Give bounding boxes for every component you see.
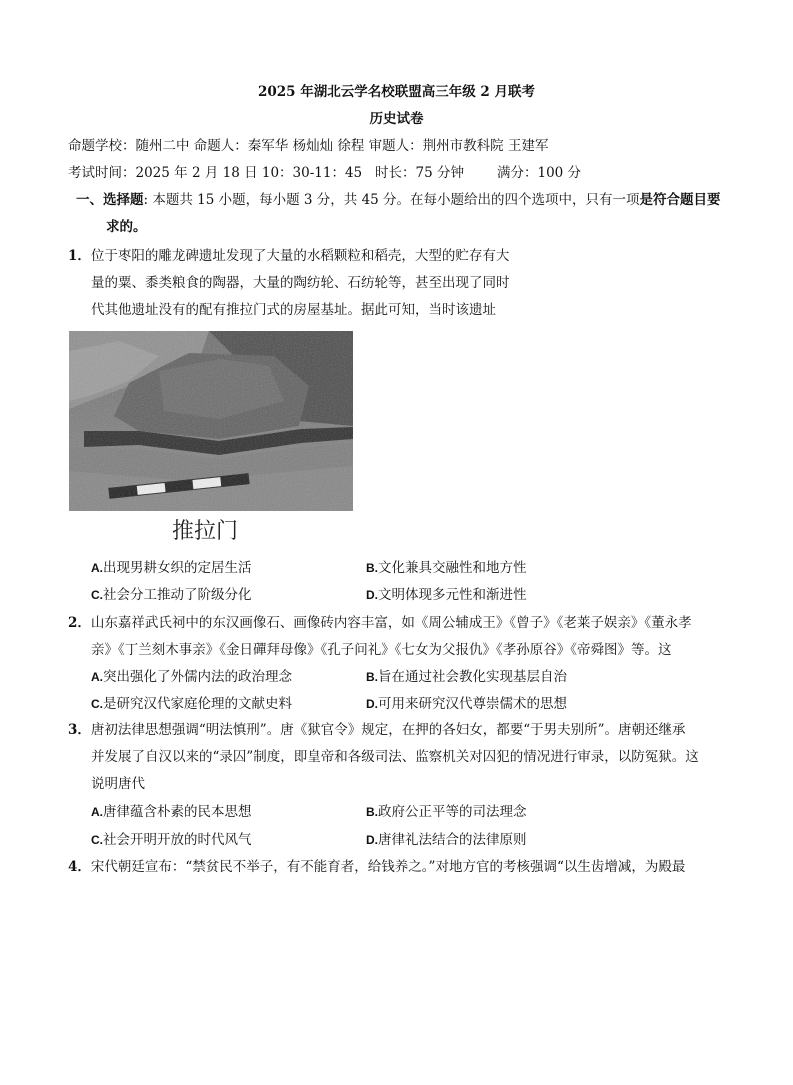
question-number: 1． bbox=[68, 248, 91, 264]
question-number: 2． bbox=[68, 615, 91, 631]
excavation-photo bbox=[69, 331, 353, 511]
question-text: 山东嘉祥武氏祠中的东汉画像石、画像砖内容丰富，如《周公辅成王》《曾子》《老莱子娱亲》《董永孝 bbox=[90, 615, 692, 631]
option-b[interactable]: B.政府公正平等的司法理念 bbox=[366, 804, 527, 820]
photo-caption: 推拉门 bbox=[172, 519, 239, 544]
option-b[interactable]: B.旨在通过社会教化实现基层自治 bbox=[366, 669, 567, 685]
exam-time: 考试时间：2025 年 2 月 18 日 10：30-11：45 bbox=[68, 165, 363, 181]
question-1-line3: 代其他遗址没有的配有推拉门式的房屋基址。据此可知，当时该遗址 bbox=[91, 302, 496, 318]
option-d[interactable]: D.唐律礼法结合的法律原则 bbox=[366, 832, 527, 848]
exam-authors: 命题学校：随州二中 命题人：秦军华 杨灿灿 徐程 审题人：荆州市教科院 王建军 bbox=[68, 138, 549, 154]
section-heading-line2: 求的。 bbox=[106, 219, 147, 235]
question-2-line1 bbox=[68, 611, 692, 631]
option-c[interactable]: C.社会开明开放的时代风气 bbox=[91, 832, 252, 848]
question-1-line1 bbox=[68, 244, 509, 264]
section-heading-bold: 一、选择题 bbox=[76, 192, 144, 208]
question-text: 唐初法律思想强调“明法慎刑”。唐《狱官令》规定，在押的各妇女，都要“于男夫别所”。唐朝还继承 bbox=[90, 722, 686, 738]
question-2-line2: 亲》《丁兰刻木事亲》《金日磾拜母像》《孔子问礼》《七女为父报仇》《孝孙原谷》《帝舜图》等。这 bbox=[91, 642, 672, 658]
exam-subject: 历史试卷 bbox=[369, 111, 424, 127]
section-heading-text: : 本题共 15 小题，每小题 3 分，共 45 分。在每小题给出的四个选项中，只有一项 bbox=[143, 192, 640, 208]
option-a[interactable]: A.出现男耕女织的定居生活 bbox=[91, 560, 252, 576]
exam-duration: 时长：75 分钟 bbox=[375, 165, 464, 181]
option-a[interactable]: A.突出强化了外儒内法的政治理念 bbox=[91, 669, 292, 685]
option-a[interactable]: A.唐律蕴含朴素的民本思想 bbox=[91, 804, 252, 820]
section-heading bbox=[76, 188, 721, 208]
option-c[interactable]: C.是研究汉代家庭伦理的文献史料 bbox=[91, 696, 292, 712]
question-text: 位于枣阳的雕龙碑遗址发现了大量的水稻颗粒和稻壳，大型的贮存有大 bbox=[90, 248, 510, 264]
option-d[interactable]: D.可用来研究汉代尊崇儒术的思想 bbox=[366, 696, 567, 712]
question-3-line1 bbox=[68, 718, 686, 738]
option-c[interactable]: C.社会分工推动了阶级分化 bbox=[91, 587, 252, 603]
question-3-line3: 说明唐代 bbox=[91, 776, 145, 792]
section-heading-bold2: 是符合题目要 bbox=[639, 192, 721, 208]
excavation-photo-image bbox=[69, 331, 353, 511]
option-d[interactable]: D.文明体现多元性和渐进性 bbox=[366, 587, 527, 603]
exam-title: 2025 年湖北云学名校联盟高三年级 2 月联考 bbox=[257, 84, 536, 100]
question-number: 4． bbox=[68, 859, 91, 875]
option-b[interactable]: B.文化兼具交融性和地方性 bbox=[366, 560, 527, 576]
question-number: 3． bbox=[68, 722, 91, 738]
question-3-line2: 并发展了自汉以来的“录囚”制度，即皇帝和各级司法、监察机关对囚犯的情况进行审录，以防冤狱。这 bbox=[91, 749, 699, 765]
question-1-line2: 量的粟、黍类粮食的陶器，大量的陶纺轮、石纺轮等，甚至出现了同时 bbox=[91, 275, 510, 291]
question-4-line1 bbox=[68, 855, 685, 875]
question-text: 宋代朝廷宣布：“禁贫民不举子，有不能育者，给钱养之。”对地方官的考核强调“以生齿增减，为殿最 bbox=[90, 859, 686, 875]
exam-score: 满分：100 分 bbox=[497, 165, 582, 181]
